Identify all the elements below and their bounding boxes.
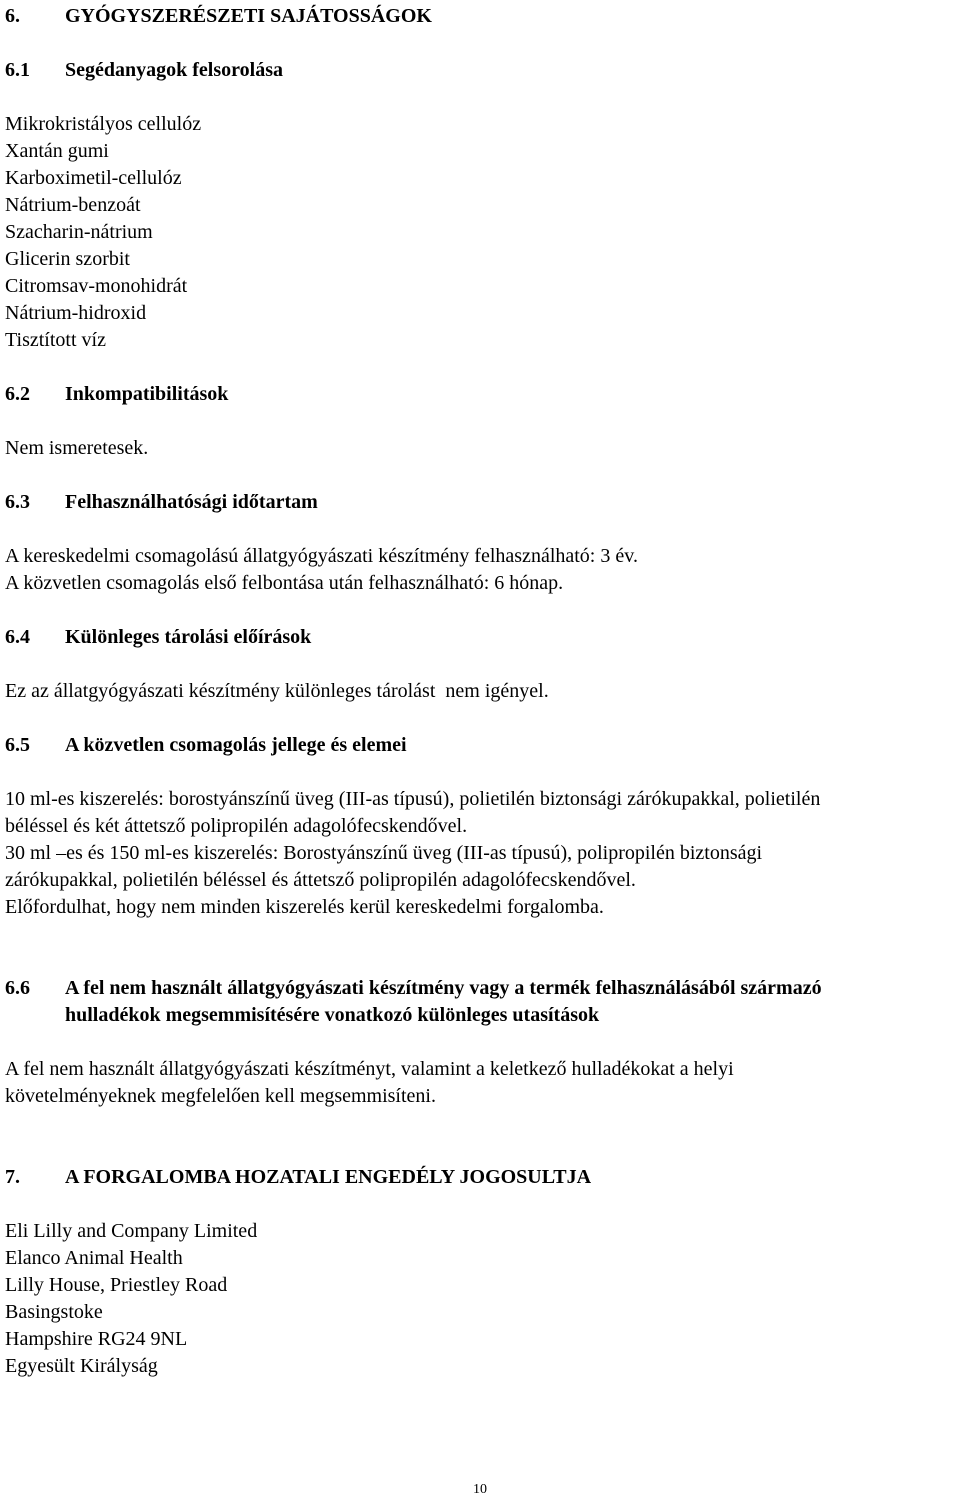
- subsection-6-2-heading: [5, 381, 957, 408]
- list-item: Nátrium-benzoát: [5, 194, 141, 216]
- list-item: Karboximetil-cellulóz: [5, 167, 182, 189]
- incompatibilities-text: Nem ismeretesek.: [5, 437, 149, 459]
- subsection-number: 6.2: [5, 383, 30, 405]
- subsection-title: Különleges tárolási előírások: [65, 626, 312, 648]
- subsection-6-5-heading: [5, 732, 957, 759]
- subsection-6-3-heading: [5, 489, 957, 516]
- subsection-6-1-heading: [5, 57, 957, 84]
- list-item: Tisztított víz: [5, 329, 106, 351]
- section-number: 6.: [5, 5, 20, 27]
- list-item: Szacharin-nátrium: [5, 221, 153, 243]
- section-title: A FORGALOMBA HOZATALI ENGEDÉLY JOGOSULTJA: [65, 1166, 592, 1188]
- document-page: [5, 3, 957, 1380]
- storage-text: Ez az állatgyógyászati készítmény különleges tárolást nem igényel.: [5, 680, 549, 702]
- list-item: Xantán gumi: [5, 140, 109, 162]
- section-title: GYÓGYSZERÉSZETI SAJÁTOSSÁGOK: [65, 5, 432, 27]
- subsection-title: Felhasználhatósági időtartam: [65, 491, 318, 513]
- subsection-number: 6.3: [5, 491, 30, 513]
- section-number: 7.: [5, 1166, 20, 1188]
- subsection-number: 6.4: [5, 626, 30, 648]
- subsection-title: Inkompatibilitások: [65, 383, 229, 405]
- subsection-title: A közvetlen csomagolás jellege és elemei: [65, 734, 407, 756]
- subsection-title: A fel nem használt állatgyógyászati készítmény vagy a termék felhasználásából származó hulladékok megsemmisítésére vonatkozó különleges utasítások: [65, 977, 822, 1026]
- list-item: Citromsav-monohidrát: [5, 275, 188, 297]
- address-line: Eli Lilly and Company Limited: [5, 1220, 258, 1242]
- disposal-text: A fel nem használt állatgyógyászati készítményt, valamint a keletkező hulladékokat a helyi követelményeknek megfelelően kell megsemmisíteni.: [5, 1058, 734, 1107]
- shelf-life-text: A kereskedelmi csomagolású állatgyógyászati készítmény felhasználható: 3 év. A közvetlen csomagolás első felbontása után felhasználható: 6 hónap.: [5, 545, 638, 594]
- subsection-number: 6.5: [5, 734, 30, 756]
- address-line: Hampshire RG24 9NL: [5, 1328, 188, 1350]
- address-line: Elanco Animal Health: [5, 1247, 183, 1269]
- packaging-text: 10 ml-es kiszerelés: borostyánszínű üveg (III-as típusú), polietilén biztonsági zárókupakkal, polietilén béléssel és két áttetsző polipropilén adagolófecskendővel. 30 ml –es és 150 ml-es kiszerelés: Borostyánszínű üveg (III-as típusú), polipropilén biztonsági zárókupakkal, polietilén béléssel és áttetsző polipropilén adagolófecskendővel. Előfordulhat, hogy nem minden kiszerelés kerül kereskedelmi forgalomba.: [5, 788, 821, 918]
- excipient-list: [5, 111, 957, 354]
- list-item: Nátrium-hidroxid: [5, 302, 147, 324]
- subsection-6-6-heading: [5, 975, 957, 1029]
- section-7-heading: [5, 1164, 957, 1191]
- subsection-6-4-heading: [5, 624, 957, 651]
- subsection-number: 6.6: [5, 977, 30, 999]
- section-6-heading: [5, 3, 957, 30]
- page-number: 10: [473, 1482, 487, 1497]
- address-line: Egyesült Királyság: [5, 1355, 158, 1377]
- list-item: Mikrokristályos cellulóz: [5, 113, 202, 135]
- subsection-number: 6.1: [5, 59, 30, 81]
- address-line: Basingstoke: [5, 1301, 103, 1323]
- subsection-title: Segédanyagok felsorolása: [65, 59, 283, 81]
- holder-address: [5, 1218, 957, 1380]
- list-item: Glicerin szorbit: [5, 248, 130, 270]
- address-line: Lilly House, Priestley Road: [5, 1274, 228, 1296]
